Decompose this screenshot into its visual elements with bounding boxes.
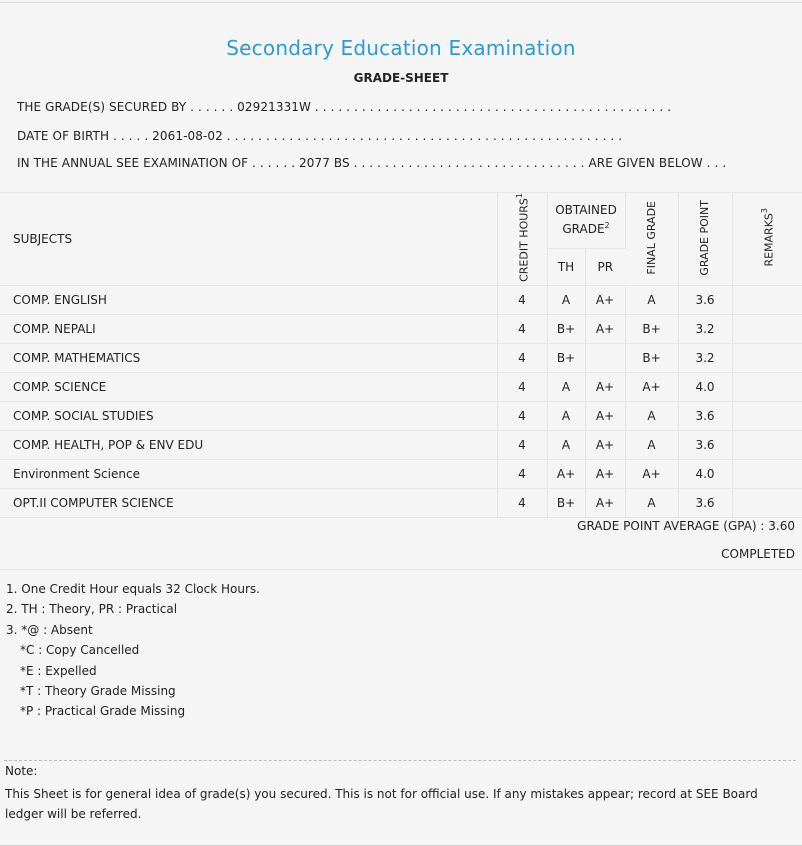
remarks-cell [732, 430, 802, 459]
theory-grade-cell: A [547, 372, 585, 401]
final-grade-cell: A [625, 488, 678, 517]
header-pr: PR [585, 248, 625, 285]
remarks-cell [732, 285, 802, 314]
status-completed: COMPLETED [721, 547, 795, 561]
subject-cell: COMP. NEPALI [0, 314, 497, 343]
legend-item: 3. *@ : Absent [6, 622, 93, 637]
grades-table [0, 192, 802, 518]
note-heading: Note: [5, 764, 38, 778]
table-row [0, 372, 802, 401]
credit-cell: 4 [497, 343, 547, 372]
legend [6, 579, 260, 722]
legend-item: 1. One Credit Hour equals 32 Clock Hours. [6, 582, 260, 596]
credit-cell: 4 [497, 430, 547, 459]
grade-point-cell: 3.2 [678, 343, 732, 372]
grade-point-cell: 4.0 [678, 459, 732, 488]
legend-item: *C : Copy Cancelled [20, 643, 140, 658]
remarks-cell [732, 459, 802, 488]
practical-grade-cell: A+ [585, 459, 625, 488]
date-of-birth-line: DATE OF BIRTH . . . . . 2061-08-02 . . . . . . . . . . . . . . . . . . . . . . . . . . . . . . . . . . . . . . . . . . . . . . . . . . . [17, 129, 623, 143]
final-grade-cell: B+ [625, 343, 678, 372]
final-grade-cell: A [625, 285, 678, 314]
remarks-cell [732, 401, 802, 430]
subject-cell: COMP. ENGLISH [0, 285, 497, 314]
grade-point-cell: 4.0 [678, 372, 732, 401]
subject-cell: COMP. HEALTH, POP & ENV EDU [0, 430, 497, 459]
practical-grade-cell: A+ [585, 430, 625, 459]
remarks-cell [732, 488, 802, 517]
remarks-cell [732, 372, 802, 401]
practical-grade-cell [585, 343, 625, 372]
theory-grade-cell: B+ [547, 314, 585, 343]
subject-cell: COMP. SCIENCE [0, 372, 497, 401]
header-credit-hours: CREDIT HOURS$^1$ [497, 193, 547, 286]
final-grade-cell: A [625, 430, 678, 459]
grade-point-cell: 3.6 [678, 285, 732, 314]
credit-cell: 4 [497, 488, 547, 517]
legend-item: *T : Theory Grade Missing [20, 684, 176, 699]
grade-sheet-heading: GRADE-SHEET [353, 71, 449, 85]
table-row [0, 430, 802, 459]
gpa-summary: GRADE POINT AVERAGE (GPA) : 3.60 [577, 519, 795, 533]
header-remarks: REMARKS$^3$ [732, 193, 802, 286]
grade-point-cell: 3.6 [678, 430, 732, 459]
credit-cell: 4 [497, 401, 547, 430]
final-grade-cell: A [625, 401, 678, 430]
practical-grade-cell: A+ [585, 372, 625, 401]
practical-grade-cell: A+ [585, 314, 625, 343]
theory-grade-cell: B+ [547, 488, 585, 517]
practical-grade-cell: A+ [585, 401, 625, 430]
note-text: This Sheet is for general idea of grade(s) you secured. This is not for official use. If any mistakes appear; record at SEE Board ledger will be referred. [5, 787, 758, 821]
secured-by-line: THE GRADE(S) SECURED BY . . . . . . 02921331W . . . . . . . . . . . . . . . . . . . . . . . . . . . . . . . . . . . . . . . . . . . . . . [17, 100, 672, 114]
header-obtained-grade: OBTAINED GRADE$^2$ [547, 193, 625, 249]
table-row [0, 488, 802, 517]
table-row [0, 459, 802, 488]
header-grade-point: GRADE POINT [678, 193, 732, 286]
credit-cell: 4 [497, 459, 547, 488]
theory-grade-cell: A [547, 430, 585, 459]
theory-grade-cell: B+ [547, 343, 585, 372]
table-row [0, 401, 802, 430]
header-final-grade: FINAL GRADE [625, 193, 678, 286]
table-row [0, 314, 802, 343]
final-grade-cell: A+ [625, 459, 678, 488]
subject-cell: COMP. MATHEMATICS [0, 343, 497, 372]
header-subjects: SUBJECTS [0, 193, 497, 286]
credit-cell: 4 [497, 285, 547, 314]
legend-item: *P : Practical Grade Missing [20, 704, 186, 719]
table-row [0, 343, 802, 372]
credit-cell: 4 [497, 372, 547, 401]
divider [0, 569, 802, 570]
top-border [0, 2, 802, 3]
dashed-divider [4, 760, 796, 761]
remarks-cell [732, 314, 802, 343]
theory-grade-cell: A [547, 401, 585, 430]
grade-point-cell: 3.2 [678, 314, 732, 343]
grade-point-cell: 3.6 [678, 488, 732, 517]
page-title: Secondary Education Examination [226, 36, 576, 60]
subject-cell: OPT.II COMPUTER SCIENCE [0, 488, 497, 517]
final-grade-cell: B+ [625, 314, 678, 343]
grade-point-cell: 3.6 [678, 401, 732, 430]
table-row [0, 285, 802, 314]
final-grade-cell: A+ [625, 372, 678, 401]
practical-grade-cell: A+ [585, 285, 625, 314]
theory-grade-cell: A+ [547, 459, 585, 488]
remarks-cell [732, 343, 802, 372]
subject-cell: COMP. SOCIAL STUDIES [0, 401, 497, 430]
exam-line: IN THE ANNUAL SEE EXAMINATION OF . . . . . . 2077 BS . . . . . . . . . . . . . . . . . . . . . . . . . . . . . . ARE GIVEN BELOW . . . [17, 156, 727, 170]
practical-grade-cell: A+ [585, 488, 625, 517]
legend-item: *E : Expelled [20, 663, 97, 678]
credit-cell: 4 [497, 314, 547, 343]
subject-cell: Environment Science [0, 459, 497, 488]
legend-item: 2. TH : Theory, PR : Practical [6, 602, 178, 617]
theory-grade-cell: A [547, 285, 585, 314]
header-th: TH [547, 248, 585, 285]
